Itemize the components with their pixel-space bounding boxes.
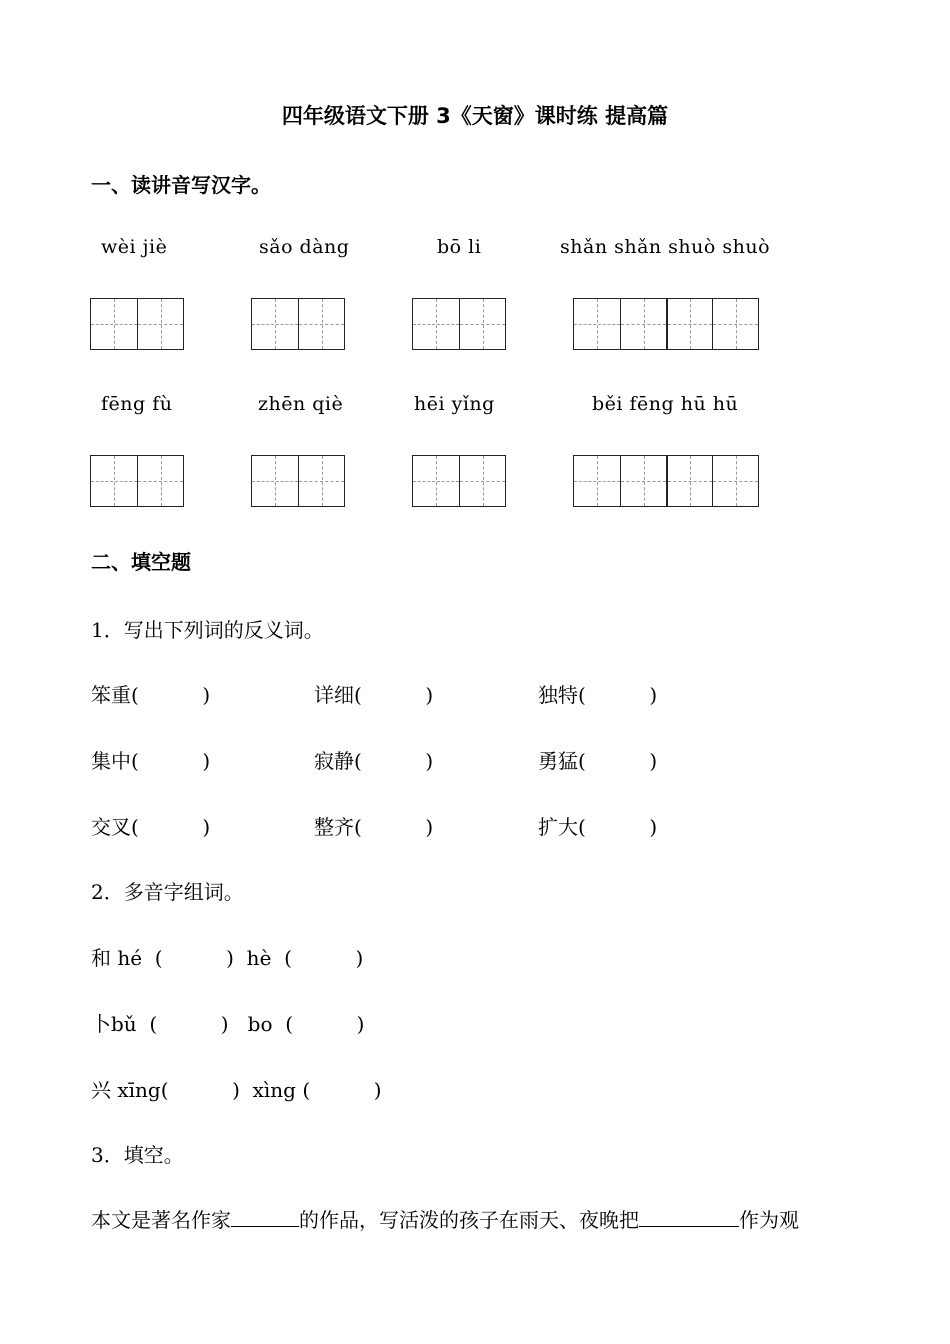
grid-cell[interactable]	[137, 456, 183, 506]
answer-blank[interactable]	[231, 1208, 299, 1227]
fill-in-paragraph	[91, 1204, 799, 1233]
grid-cell[interactable]	[298, 299, 344, 349]
antonym-item[interactable]: 笨重( )	[91, 683, 211, 707]
grid-cell[interactable]	[298, 456, 344, 506]
character-writing-grid[interactable]	[412, 455, 506, 507]
grid-cell[interactable]	[574, 299, 620, 349]
question-1-label: 1．写出下列词的反义词。	[91, 618, 324, 642]
antonym-item[interactable]: 集中( )	[91, 749, 211, 773]
antonym-item[interactable]: 详细( )	[314, 683, 434, 707]
polyphone-item[interactable]: 卜bǔ ( ) bo ( )	[91, 1012, 365, 1036]
section-1-heading: 一、读讲音写汉字。	[91, 173, 271, 197]
grid-cell[interactable]	[574, 456, 620, 506]
pinyin-prompt: běi fēng hū hū	[592, 393, 739, 415]
pinyin-prompt: fēng fù	[101, 393, 173, 415]
antonym-item[interactable]: 扩大( )	[538, 815, 658, 839]
paragraph-text: 作为观	[739, 1208, 799, 1232]
grid-cell[interactable]	[252, 299, 298, 349]
pinyin-prompt: wèi jiè	[101, 236, 168, 258]
pinyin-prompt: bō li	[437, 236, 482, 258]
character-writing-grid[interactable]	[90, 455, 184, 507]
question-3-label: 3．填空。	[91, 1143, 184, 1167]
polyphone-item[interactable]: 兴 xīng( ) xìng ( )	[91, 1078, 382, 1102]
question-2-label: 2．多音字组词。	[91, 880, 244, 904]
antonym-item[interactable]: 寂静( )	[314, 749, 434, 773]
paragraph-text: 本文是著名作家	[91, 1208, 231, 1232]
grid-cell[interactable]	[666, 456, 712, 506]
section-2-heading: 二、填空题	[91, 550, 191, 574]
paragraph-text: 的作品，写活泼的孩子在雨天、夜晚把	[299, 1208, 639, 1232]
grid-cell[interactable]	[620, 299, 666, 349]
grid-cell[interactable]	[712, 299, 758, 349]
pinyin-prompt: hēi yǐng	[414, 393, 495, 415]
grid-cell[interactable]	[413, 456, 459, 506]
grid-cell[interactable]	[459, 299, 505, 349]
page-title: 四年级语文下册 3《天窗》课时练 提高篇	[281, 104, 669, 128]
grid-cell[interactable]	[712, 456, 758, 506]
pinyin-prompt: zhēn qiè	[258, 393, 344, 415]
character-writing-grid[interactable]	[573, 455, 759, 507]
answer-blank[interactable]	[639, 1208, 739, 1227]
grid-cell[interactable]	[91, 299, 137, 349]
antonym-item[interactable]: 整齐( )	[314, 815, 434, 839]
antonym-item[interactable]: 勇猛( )	[538, 749, 658, 773]
character-writing-grid[interactable]	[90, 298, 184, 350]
polyphone-item[interactable]: 和 hé ( ) hè ( )	[91, 946, 364, 970]
grid-cell[interactable]	[91, 456, 137, 506]
antonym-item[interactable]: 交叉( )	[91, 815, 211, 839]
pinyin-prompt: sǎo dàng	[259, 236, 350, 258]
antonym-item[interactable]: 独特( )	[538, 683, 658, 707]
character-writing-grid[interactable]	[573, 298, 759, 350]
character-writing-grid[interactable]	[412, 298, 506, 350]
grid-cell[interactable]	[620, 456, 666, 506]
grid-cell[interactable]	[459, 456, 505, 506]
character-writing-grid[interactable]	[251, 298, 345, 350]
grid-cell[interactable]	[252, 456, 298, 506]
character-writing-grid[interactable]	[251, 455, 345, 507]
grid-cell[interactable]	[666, 299, 712, 349]
grid-cell[interactable]	[413, 299, 459, 349]
grid-cell[interactable]	[137, 299, 183, 349]
pinyin-prompt: shǎn shǎn shuò shuò	[560, 236, 771, 258]
